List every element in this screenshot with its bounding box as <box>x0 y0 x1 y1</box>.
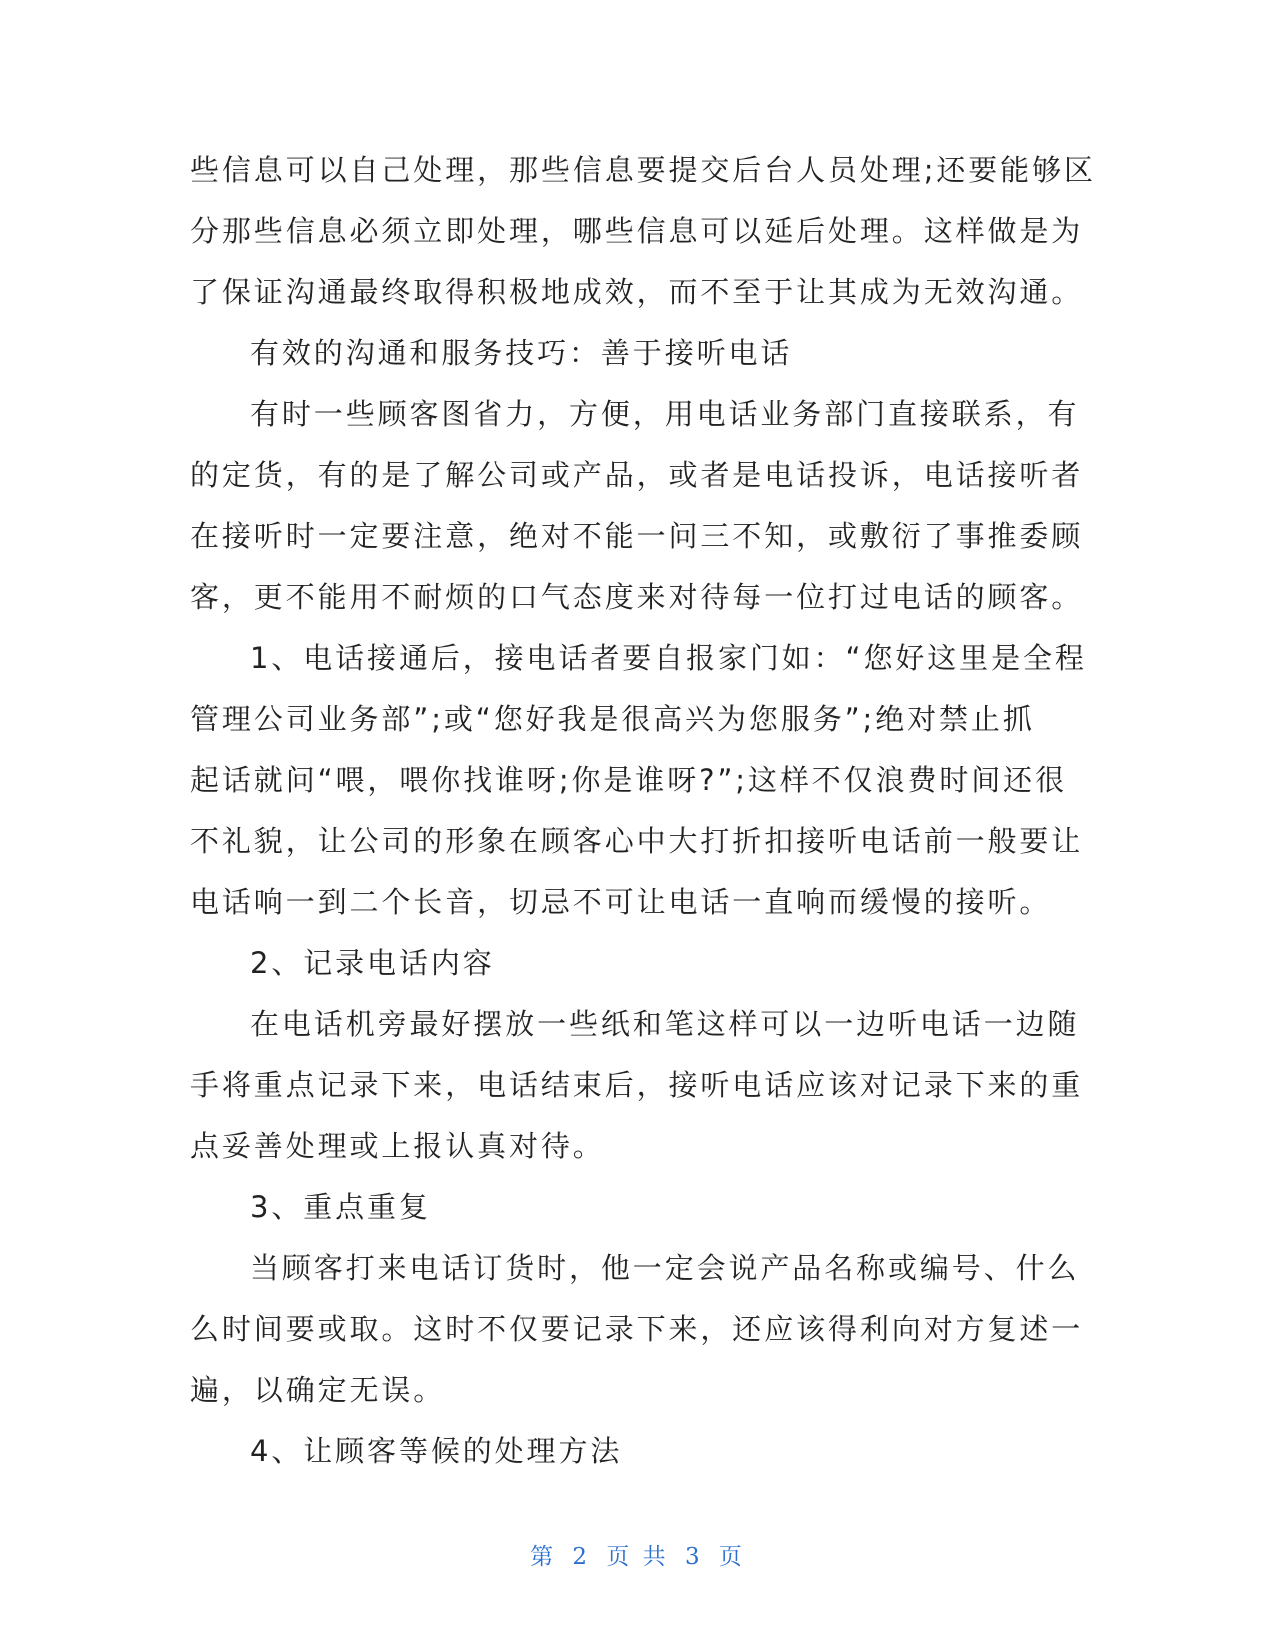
text-line: 手将重点记录下来，电话结束后，接听电话应该对记录下来的重 <box>190 1068 1084 1102</box>
list-heading-3 <box>190 1177 1080 1238</box>
list-heading-4 <box>190 1421 1080 1482</box>
text-line: 管理公司业务部”;或“您好我是很高兴为您服务”;绝对禁止抓 <box>190 702 1035 736</box>
document-body <box>190 140 1096 1482</box>
text-line: 3、重点重复 <box>250 1190 431 1224</box>
text-line: 4、让顾客等候的处理方法 <box>250 1434 623 1468</box>
text-line: 了保证沟通最终取得积极地成效，而不至于让其成为无效沟通。 <box>190 275 1084 309</box>
text-line: 当顾客打来电话订货时，他一定会说产品名称或编号、什么 <box>250 1251 1080 1285</box>
page-footer <box>0 1538 1275 1571</box>
section-heading <box>190 323 1080 384</box>
list-item-1 <box>190 628 1087 933</box>
footer-current-page: 2 <box>572 1544 591 1570</box>
text-line: 不礼貌，让公司的形象在顾客心中大打折扣接听电话前一般要让 <box>190 824 1084 858</box>
footer-middle: 页 共 <box>606 1544 669 1570</box>
text-line: 些信息可以自己处理，那些信息要提交后台人员处理;还要能够区 <box>190 153 1096 187</box>
text-line: 的定货，有的是了解公司或产品，或者是电话投诉，电话接听者 <box>190 458 1084 492</box>
text-line: 点妥善处理或上报认真对待。 <box>190 1129 605 1163</box>
text-line: 在接听时一定要注意，绝对不能一问三不知，或敷衍了事推委顾 <box>190 519 1084 553</box>
text-line: 分那些信息必须立即处理，哪些信息可以延后处理。这样做是为 <box>190 214 1084 248</box>
text-line: 起话就问“喂，喂你找谁呀;你是谁呀?”;这样不仅浪费时间还很 <box>190 763 1067 797</box>
paragraph <box>190 384 1084 628</box>
footer-prefix: 第 <box>530 1544 557 1570</box>
text-line: 客，更不能用不耐烦的口气态度来对待每一位打过电话的顾客。 <box>190 580 1084 614</box>
text-line: 遍，以确定无误。 <box>190 1373 446 1407</box>
text-line: 1、电话接通后，接电话者要自报家门如：“您好这里是全程 <box>250 641 1087 675</box>
footer-suffix: 页 <box>718 1544 745 1570</box>
paragraph <box>190 1238 1084 1421</box>
text-line: 电话响一到二个长音，切忌不可让电话一直响而缓慢的接听。 <box>190 885 1052 919</box>
text-line: 么时间要或取。这时不仅要记录下来，还应该得利向对方复述一 <box>190 1312 1084 1346</box>
text-line: 2、记录电话内容 <box>250 946 495 980</box>
text-line: 有效的沟通和服务技巧：善于接听电话 <box>250 336 793 370</box>
text-line: 在电话机旁最好摆放一些纸和笔这样可以一边听电话一边随 <box>250 1007 1080 1041</box>
paragraph-continuation <box>190 140 1096 323</box>
list-heading-2 <box>190 933 1080 994</box>
text-line: 有时一些顾客图省力，方便，用电话业务部门直接联系，有 <box>250 397 1080 431</box>
footer-total-pages: 3 <box>684 1544 703 1570</box>
paragraph <box>190 994 1084 1177</box>
